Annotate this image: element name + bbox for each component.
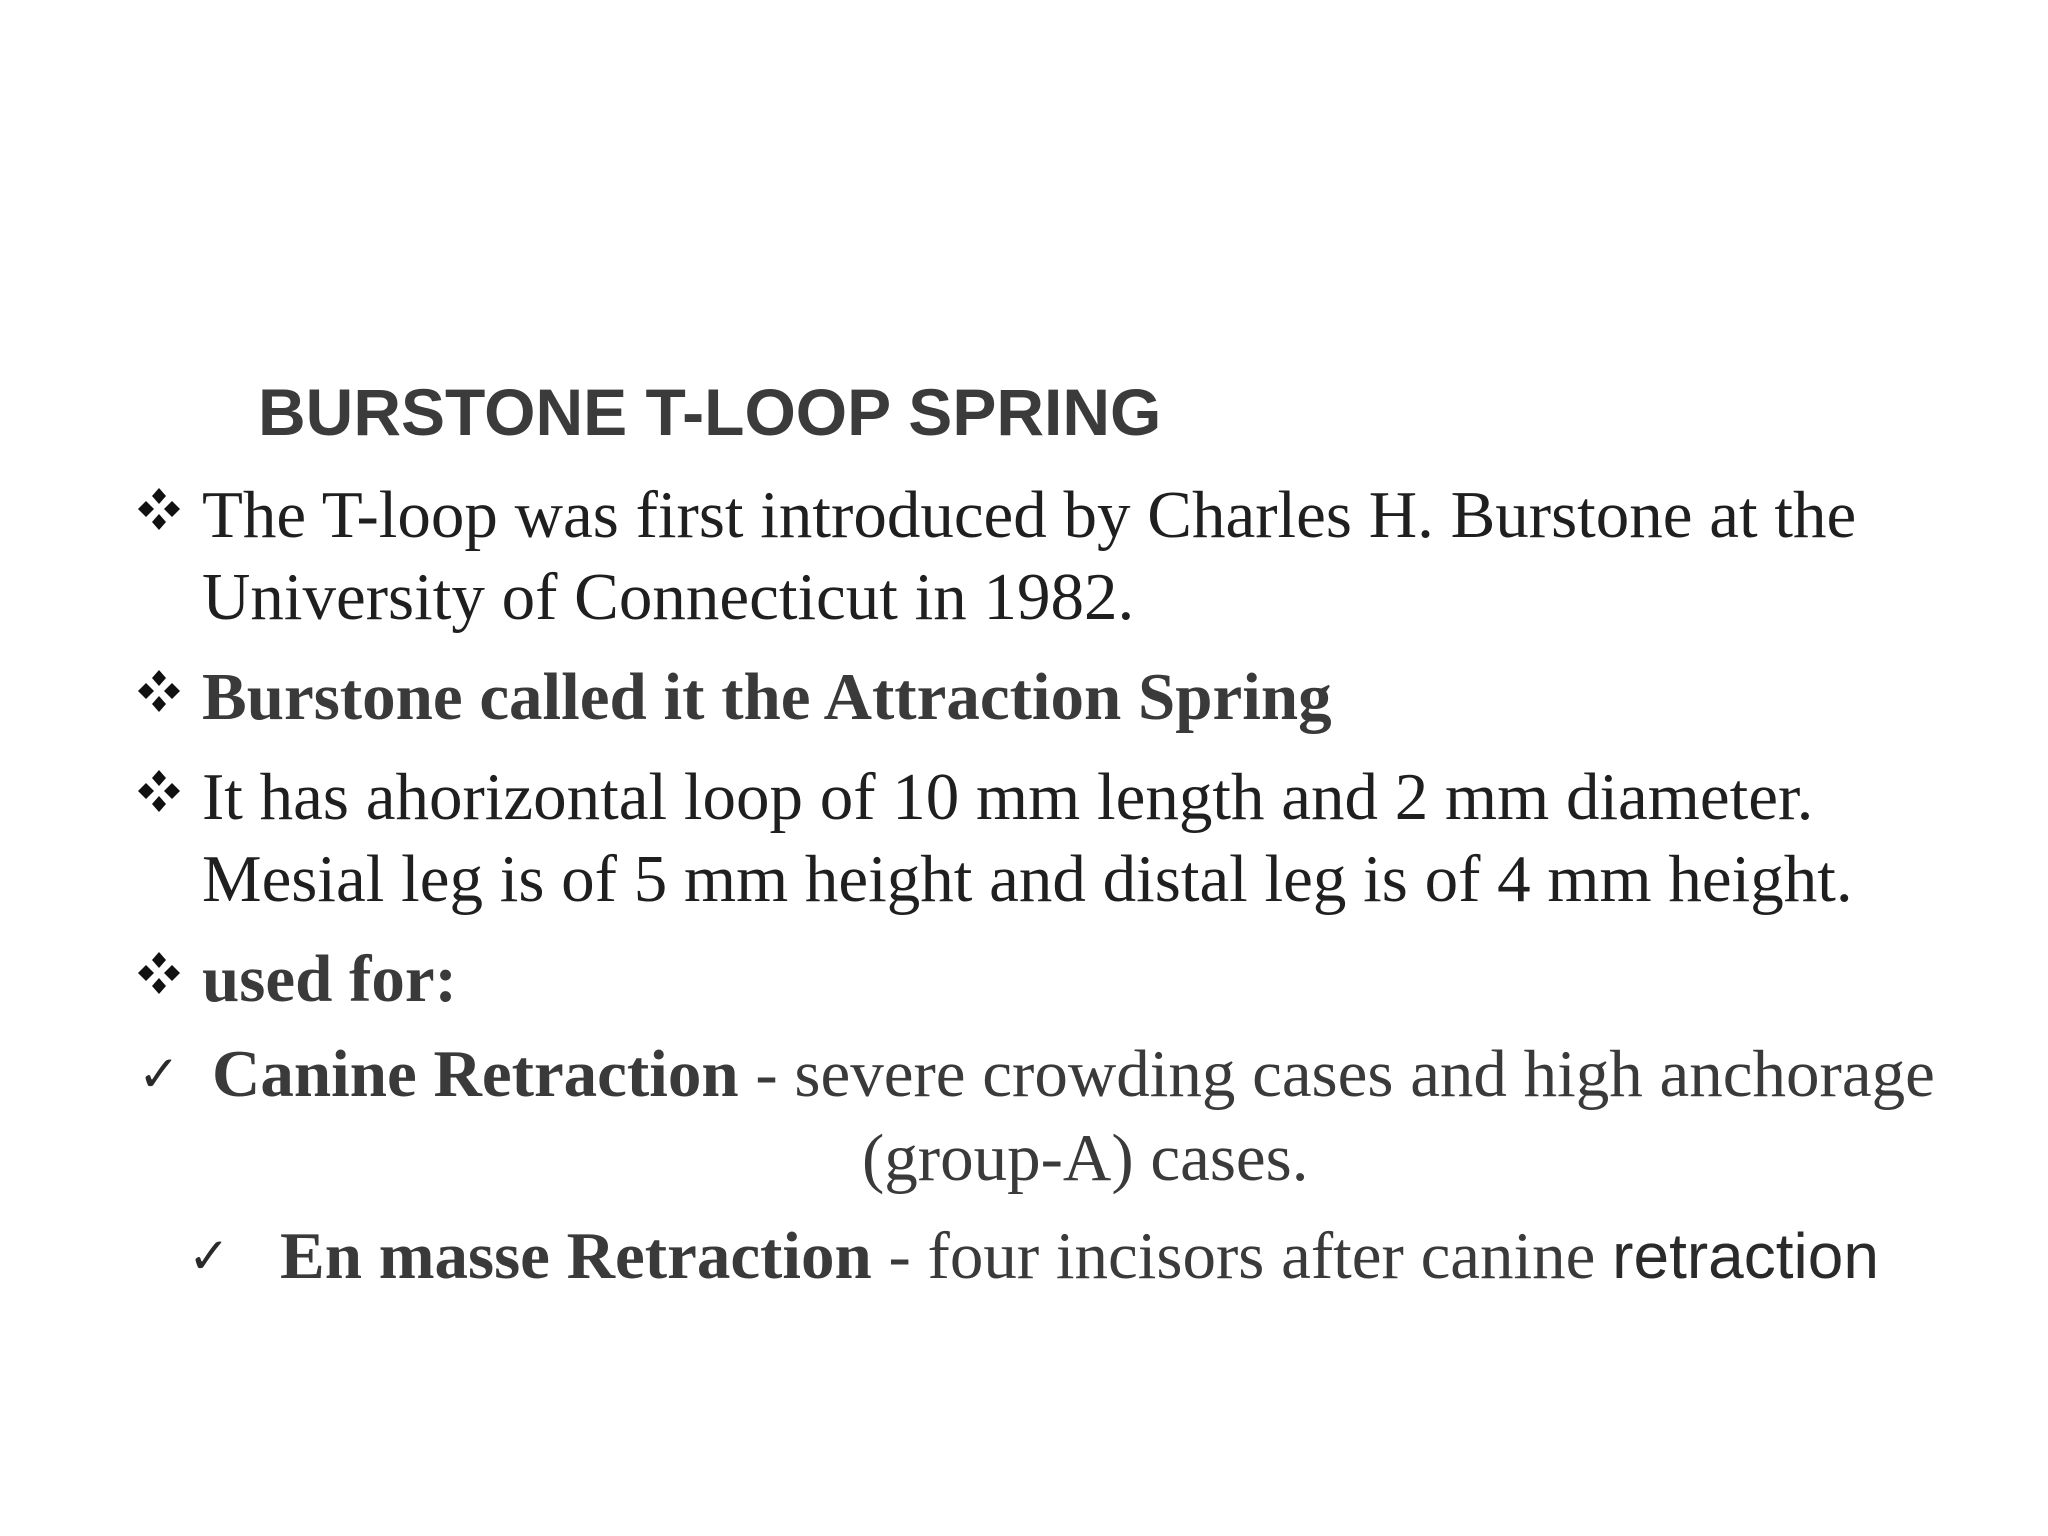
check-item-detail: - severe crowding cases and high anchorage (738, 1037, 1935, 1111)
check-item-label: Canine Retraction (212, 1037, 739, 1111)
check-item-label: En masse Retraction (280, 1219, 872, 1293)
slide-title: BURSTONE T-LOOP SPRING (258, 375, 1162, 449)
check-item-detail-tail: retraction (1612, 1220, 1879, 1292)
check-item-detail: - four incisors after canine (871, 1219, 1613, 1293)
check-item-en-masse-retraction (280, 1214, 1879, 1298)
bullet-text: used for: (202, 942, 457, 1016)
diamond-bullet-icon (128, 474, 190, 544)
check-icon: ✓ (138, 1045, 180, 1103)
check-item-detail-continued: (group-A) cases. (862, 1121, 1309, 1195)
bullet-text: It has ahorizontal loop of 10 mm length and 2 mm diameter. Mesial leg is of 5 mm height and distal leg is of 4 mm height. (202, 760, 1853, 916)
check-item-canine-retraction (212, 1032, 1935, 1116)
bullet-text: The T-loop was first introduced by Charles H. Burstone at the University of Connecticut in 1982. (202, 478, 1857, 634)
diamond-bullet-icon (128, 938, 190, 1008)
check-icon: ✓ (188, 1227, 230, 1285)
diamond-bullet-icon (128, 656, 190, 726)
diamond-bullet-icon (128, 756, 190, 826)
bullet-text: Burstone called it the Attraction Spring (202, 660, 1332, 734)
